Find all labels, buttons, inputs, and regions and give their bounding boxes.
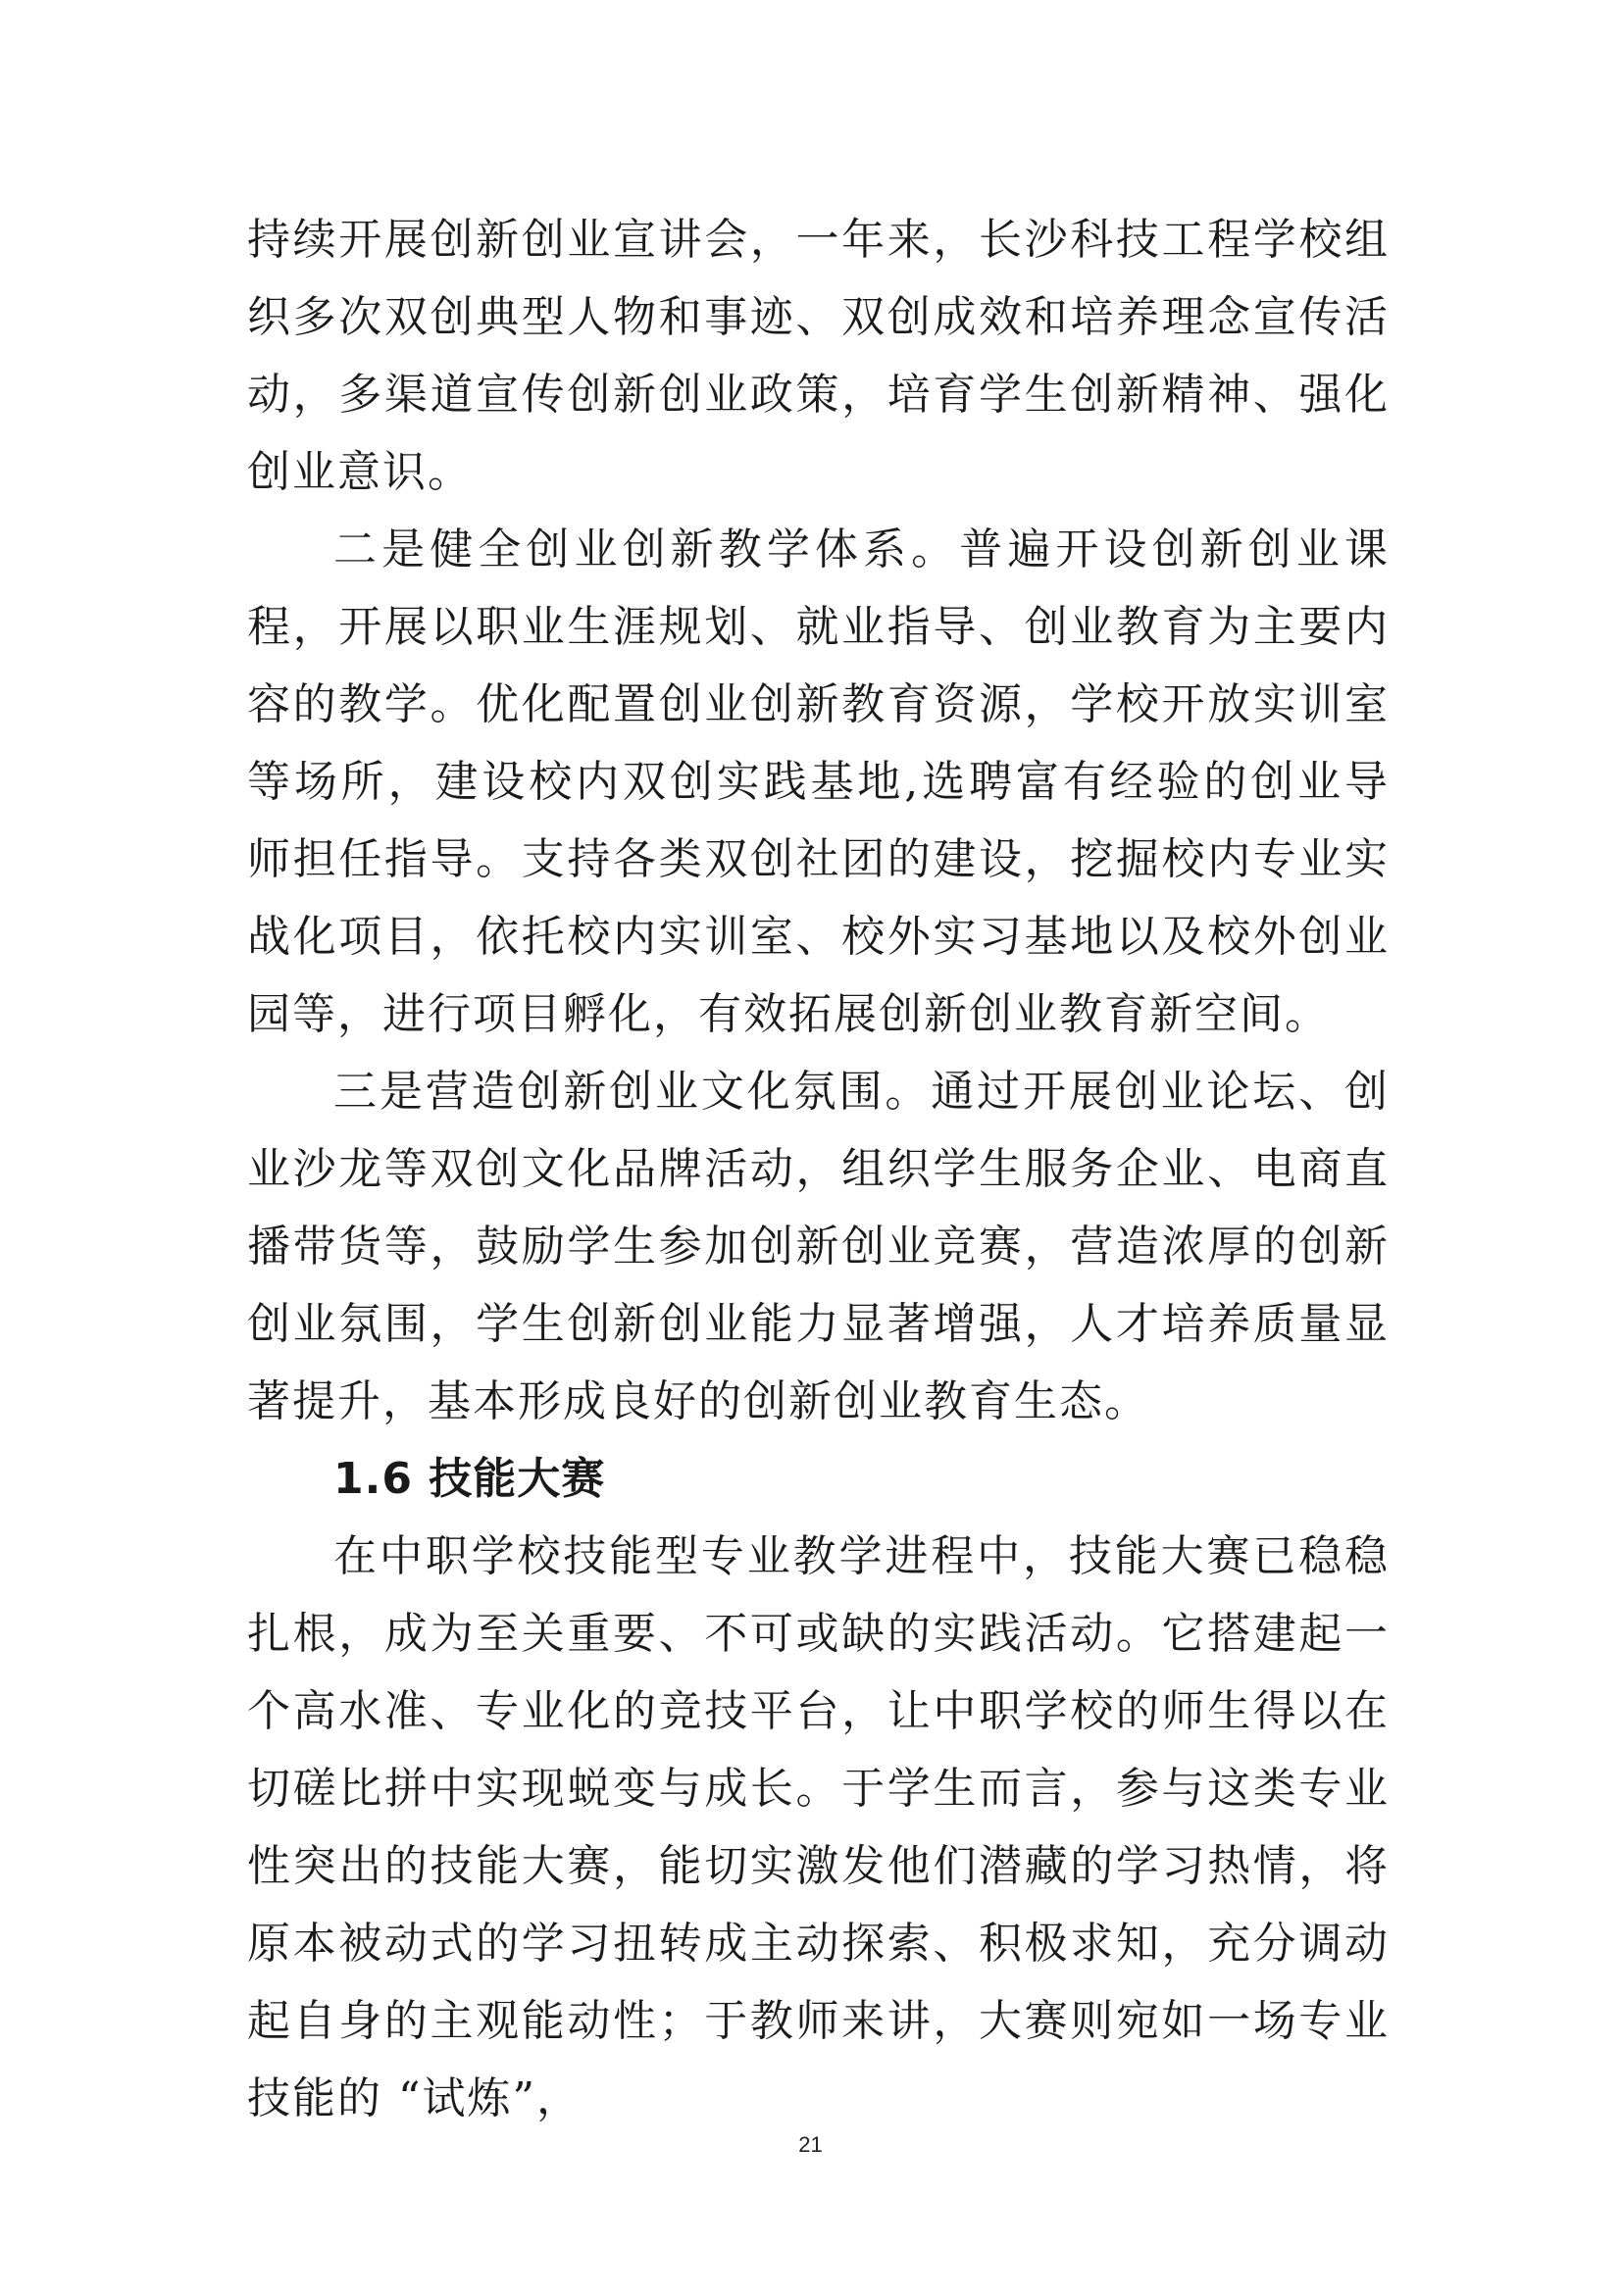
paragraph-teaching-system: 二是健全创业创新教学体系。普遍开设创新创业课程，开展以职业生涯规划、就业指导、创业教育为主要内容的教学。优化配置创业创新教育资源，学校开放实训室等场所，建设校内双创实践基地,选聘富有经验的创业导师担任指导。支持各类双创社团的建设，挖掘校内专业实战化项目，依托校内实训室、校外实习基地以及校外创业园等，进行项目孵化，有效拓展创新创业教育新空间。 [247, 524, 1390, 1039]
page-body [247, 201, 1390, 2137]
paragraph-promotion-activities: 持续开展创新创业宣讲会，一年来，长沙科技工程学校组织多次双创典型人物和事迹、双创成效和培养理念宣传活动，多渠道宣传创新创业政策，培育学生创新精神、强化创业意识。 [247, 215, 1390, 497]
section-heading-skills-competition: 1.6 技能大赛 [333, 1454, 606, 1504]
paragraph-skills-competition: 在中职学校技能型专业教学进程中，技能大赛已稳稳扎根，成为至关重要、不可或缺的实践活动。它搭建起一个高水准、专业化的竞技平台，让中职学校的师生得以在切磋比拼中实现蜕变与成长。于学生而言，参与这类专业性突出的技能大赛，能切实激发他们潜藏的学习热情，将原本被动式的学习扭转成主动探索、积极求知，充分调动起自身的主观能动性；于教师来讲，大赛则宛如一场专业技能的 “试炼”， [247, 1531, 1390, 2123]
paragraph-culture-atmosphere: 三是营造创新创业文化氛围。通过开展创业论坛、创业沙龙等双创文化品牌活动，组织学生服务企业、电商直播带货等，鼓励学生参加创新创业竞赛，营造浓厚的创新创业氛围，学生创新创业能力显著增强，人才培养质量显著提升，基本形成良好的创新创业教育生态。 [247, 1067, 1390, 1426]
page-number: 21 [798, 2132, 823, 2157]
